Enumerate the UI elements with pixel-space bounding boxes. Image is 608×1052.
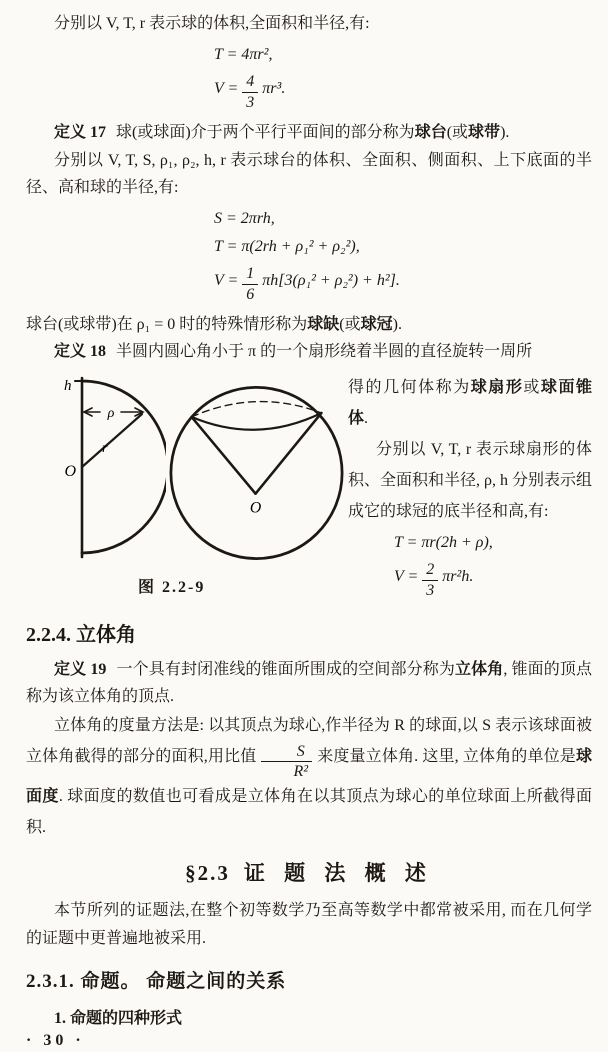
label-h: h — [64, 377, 72, 394]
cap-note-text: (或 — [339, 316, 361, 334]
term-qiushanxing: 球扇形 — [470, 378, 524, 396]
label-rho: ρ — [107, 405, 115, 421]
definition-18-label: 定义 18 — [54, 343, 107, 361]
definition-19-text: 一个具有封闭准线的锥面所围成的空间部分称为 — [116, 660, 455, 678]
definition-17-label: 定义 17 — [54, 124, 107, 142]
fraction — [422, 561, 438, 599]
formula-block-frustum — [214, 205, 592, 307]
paragraph-cap-note — [26, 311, 592, 338]
cap-note-text: ). — [392, 316, 402, 334]
paragraph-solid-angle-measure — [26, 710, 592, 843]
fraction-denominator: 3 — [246, 93, 255, 111]
term-qiumiandu: 球面度 — [26, 748, 592, 805]
solid-angle-text: 立体角的度量方法是: 以其顶点为球心,作半径为 R 的球面,以 S 表示该球面被立体角截得的部分的面积,用比值 — [26, 717, 592, 766]
term-litijiao: 立体角 — [455, 660, 504, 678]
term-qiutai: 球台 — [414, 124, 447, 142]
figure-column — [26, 372, 348, 604]
sector-text: 得的几何体称为 — [348, 378, 471, 396]
sector-text: . — [364, 409, 369, 427]
formula-lhs: V = — [214, 80, 239, 98]
formula-sphere-surface: T = 4πr², — [214, 46, 273, 64]
sphere-cone-figure — [166, 372, 348, 572]
fraction-denominator: 3 — [426, 582, 435, 600]
label-O-left: O — [64, 462, 76, 480]
heading-section-title: 证 题 法 概 述 — [243, 861, 433, 886]
sector-text-column — [348, 372, 592, 604]
fraction-numerator: 2 — [422, 561, 438, 581]
formula-sector-volume — [394, 561, 592, 599]
fraction-denominator: 6 — [246, 285, 255, 303]
definition-17-text: (或 — [446, 124, 469, 142]
heading-section-2-3 — [26, 857, 592, 887]
heading-section-number: §2.3 — [185, 861, 230, 886]
label-O-right: O — [249, 498, 262, 516]
definition-17-text: 球(或球面)介于两个平行平面间的部分称为 — [116, 124, 415, 142]
solid-angle-text: 来度量立体角. 这里, 立体角的单位是 — [317, 748, 576, 766]
heading-2-3-1: 2.3.1. 命题。 命题之间的关系 — [26, 970, 287, 992]
fraction-S-over-R2 — [261, 743, 312, 781]
figure-caption: 图 2.2-9 — [138, 578, 206, 596]
figure-section — [26, 372, 592, 604]
term-qiuguan: 球冠 — [360, 316, 393, 334]
cap-note-text: 球台(或球带)在 ρ₁ = 0 时的特殊情形称为 — [26, 316, 308, 334]
formula-frustum-volume — [214, 265, 592, 303]
formula-lhs: V = — [214, 271, 239, 289]
solid-angle-text: . 球面度的数值也可看成是立体角在以其顶点为球心的单位球面上所截得面积. — [26, 787, 592, 837]
term-qiumianzhuiti: 球面锥体 — [348, 378, 592, 427]
sector-text: 或 — [523, 378, 541, 396]
paragraph-section-2-3-intro: 本节所列的证题法,在整个初等数学乃至高等数学中都常被采用, 而在几何学的证题中更普遍地被采用. — [26, 902, 592, 947]
paragraph-sector-lead: 分别以 V, T, r 表示球扇形的体积、全面积和半径, ρ, h 分别表示组成它的球冠的底半径和高,有: — [348, 440, 592, 521]
definition-18-text: 半圆内圆心角小于 π 的一个扇形绕着半圆的直径旋转一周所 — [116, 343, 533, 361]
paragraph-sector-continuation — [348, 372, 592, 434]
figure-2-2-9 — [26, 372, 348, 572]
semicircle-figure — [26, 372, 166, 564]
fraction — [242, 73, 258, 111]
definition-18 — [26, 338, 592, 365]
definition-19-label: 定义 19 — [54, 660, 107, 678]
formula-rhs: πh[3(ρ₁² + ρ₂²) + h²]. — [262, 271, 400, 289]
heading-2-2-4: 2.2.4. 立体角 — [26, 623, 136, 646]
formula-frustum-lateral: S = 2πrh, — [214, 209, 275, 227]
formula-sphere-volume — [214, 73, 592, 111]
definition-19-text: , 锥面的顶点称为该立体角的顶点. — [26, 660, 592, 705]
formula-rhs: πr³. — [262, 80, 286, 98]
definition-17 — [26, 119, 592, 146]
term-qiuque: 球缺 — [307, 316, 340, 334]
formula-block-sector — [394, 529, 592, 599]
fraction — [242, 265, 258, 303]
fraction-numerator: S — [261, 743, 312, 763]
paragraph-sphere-lead: 分别以 V, T, r 表示球的体积,全面积和半径,有: — [54, 15, 370, 32]
formula-lhs: V = — [394, 568, 419, 586]
label-r: r — [102, 440, 108, 456]
formula-frustum-surface: T = π(2rh + ρ₁² + ρ₂²), — [214, 237, 360, 255]
definition-17-text: ). — [500, 124, 510, 142]
fraction-denominator: R² — [293, 763, 309, 781]
fraction-numerator: 4 — [242, 73, 258, 93]
page-number: · 30 · — [26, 1031, 85, 1049]
subheading-proposition-forms: 1. 命题的四种形式 — [54, 1009, 183, 1027]
fraction-numerator: 1 — [242, 265, 258, 285]
paragraph-frustum-lead: 分别以 V, T, S, ρ₁, ρ₂, h, r 表示球台的体积、全面积、侧面积、上下底面的半径、高和球的半径,有: — [26, 151, 592, 196]
formula-rhs: πr²h. — [442, 568, 474, 586]
definition-19 — [26, 656, 592, 710]
term-qiudai: 球带 — [468, 124, 501, 142]
formula-block-sphere — [214, 41, 592, 115]
formula-sector-surface: T = πr(2h + ρ), — [394, 534, 493, 552]
